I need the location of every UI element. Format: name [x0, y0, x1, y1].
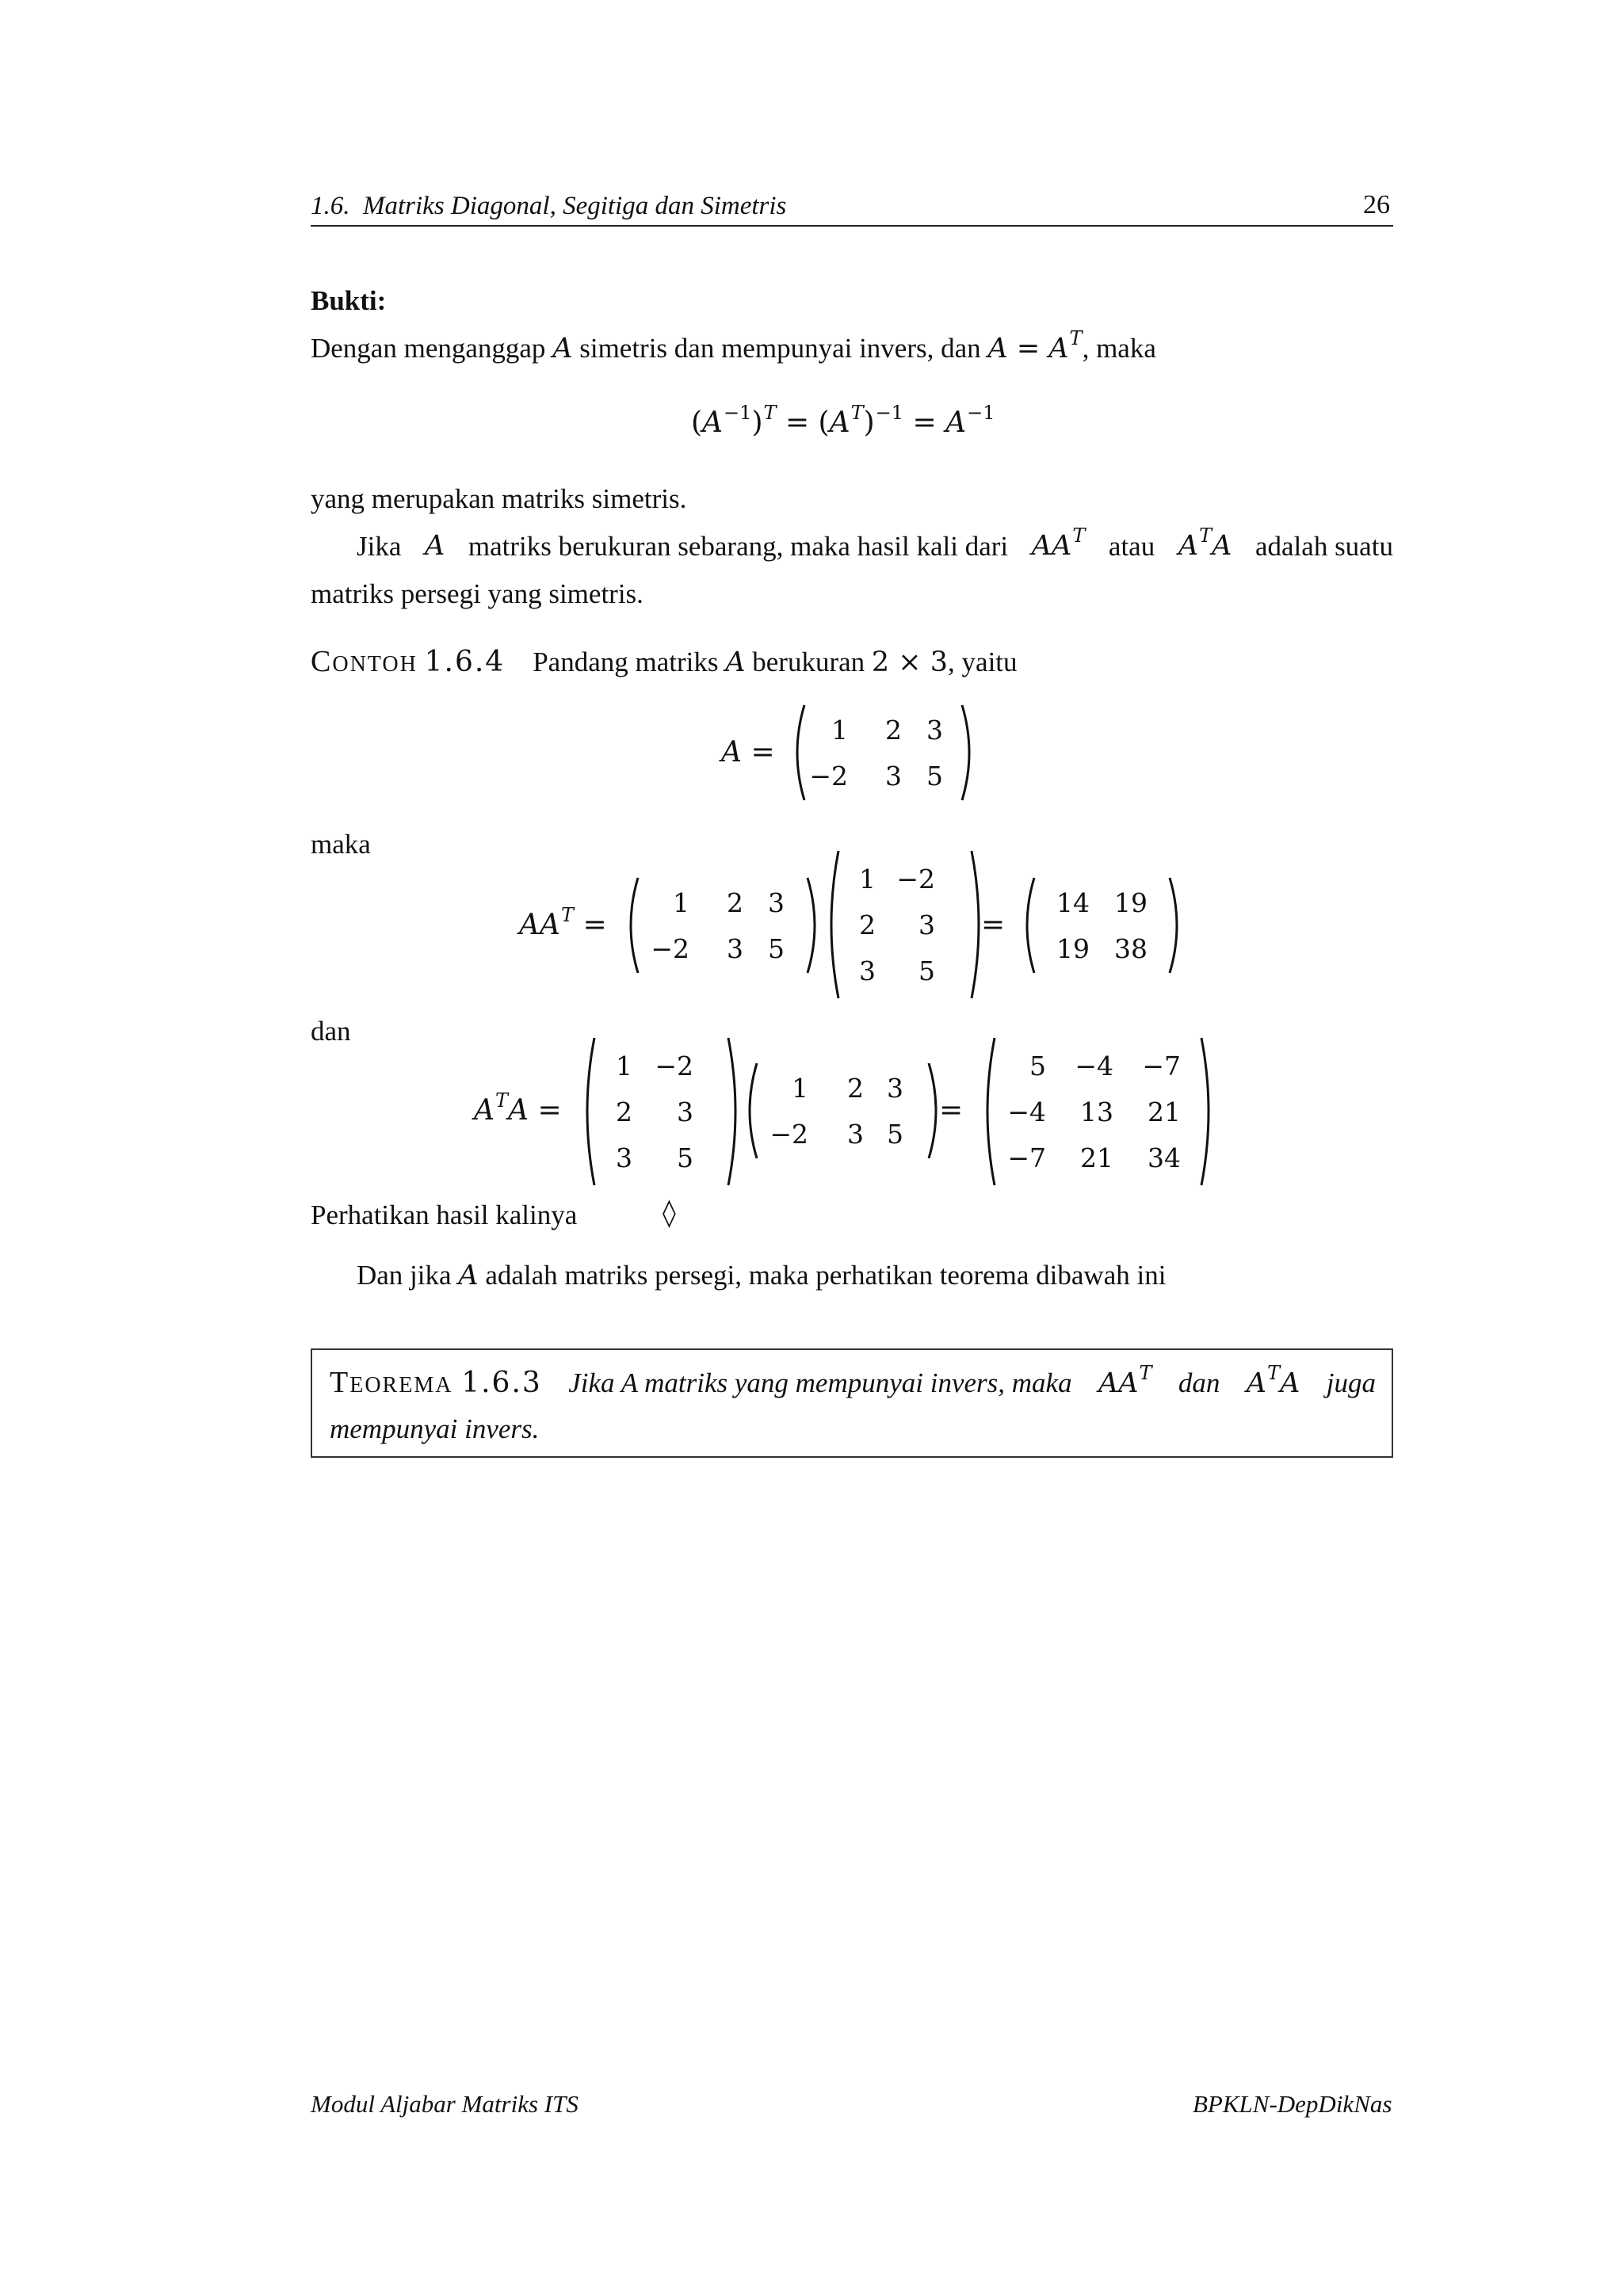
matrix-A-cell: 3	[885, 760, 902, 791]
ATA-middle-matrix-cell: −2	[769, 1118, 808, 1150]
left-paren	[979, 1036, 998, 1187]
para3: Dan jika A adalah matriks persegi, maka perhatikan teorema dibawah ini	[357, 1260, 1167, 1291]
left-paren	[579, 1036, 598, 1187]
footer-left: Modul Aljabar Matriks ITS	[311, 2090, 579, 2118]
ATA-result-matrix-cell: 21	[1148, 1096, 1181, 1127]
left-paren	[823, 849, 842, 1000]
matrix-A-cell: 3	[926, 714, 943, 746]
AAT-right-matrix-cell: 1	[859, 863, 876, 894]
page-number: 26	[1363, 190, 1390, 219]
proof-conclusion: yang merupakan matriks simetris.	[311, 483, 687, 514]
ATA-left-matrix-cell: 1	[616, 1050, 632, 1081]
matrix-A-cell: 2	[885, 714, 902, 746]
left-paren	[741, 1062, 760, 1160]
AAT-right-matrix-cell: 5	[918, 955, 935, 986]
left-paren	[1018, 876, 1037, 974]
left-paren	[789, 704, 808, 802]
AAT-result-matrix-cell: 19	[1114, 887, 1148, 918]
AAT-result-matrix-cell: 14	[1056, 887, 1090, 918]
matrix-A-cell: 1	[831, 714, 848, 746]
ATA-equals: =	[939, 1094, 964, 1127]
theorem-line1: TEOREMA 1.6.3 Jika A matriks yang mempunyai invers, maka $AA^T$ dan $A^TA$ juga	[330, 1362, 1376, 1399]
ATA-left-matrix-cell: 3	[616, 1142, 632, 1173]
label-maka: maka	[311, 829, 371, 860]
ATA-left-matrix-cell: −2	[655, 1050, 693, 1081]
ATA-result-matrix-cell: 5	[1029, 1050, 1046, 1081]
example-heading: CONTOH 1.6.4 Pandang matriks A berukuran 2 × 3, yaitu	[311, 645, 1018, 678]
matrix-A-label: A =	[721, 736, 775, 769]
AAT-left-matrix-cell: 3	[727, 933, 743, 964]
matrix-A-cell: −2	[809, 760, 848, 791]
proof-display-equation: $(A^{-1})^T = (A^T)^{-1} = A^{-1}$	[691, 402, 995, 439]
theorem-label: TEOREMA 1.6.3	[330, 1366, 542, 1399]
ATA-result-matrix-cell: 21	[1080, 1142, 1113, 1173]
AAT-left-matrix-cell: 2	[727, 887, 743, 918]
label-dan: dan	[311, 1016, 351, 1047]
ATA-middle-matrix-cell: 2	[847, 1072, 864, 1104]
matrix-A-cell: 5	[926, 760, 943, 791]
ATA-result-matrix-cell: −7	[1142, 1050, 1181, 1081]
AAT-left-matrix-cell: 3	[768, 887, 785, 918]
ATA-result-matrix-cell: −4	[1075, 1050, 1113, 1081]
AAT-left-matrix-cell: 5	[768, 933, 785, 964]
example-note: Perhatikan hasil kalinya	[311, 1199, 578, 1230]
section-title: Matriks Diagonal, Segitiga dan Simetris	[363, 192, 787, 220]
right-paren	[968, 849, 987, 1000]
proof-line-1: Dengan menganggap A simetris dan mempunyai invers, dan $A = A^T$, maka	[311, 327, 1156, 364]
theorem-line2: mempunyai invers.	[330, 1413, 540, 1444]
AAT-left-matrix-cell: −2	[651, 933, 689, 964]
ATA-middle-matrix-cell: 3	[887, 1072, 903, 1104]
ATA-result-matrix-cell: −7	[1007, 1142, 1046, 1173]
right-paren	[1167, 876, 1186, 974]
AAT-left-matrix-cell: 1	[673, 887, 689, 918]
ATA-middle-matrix-cell: 1	[792, 1072, 808, 1104]
right-paren	[804, 876, 823, 974]
AAT-result-matrix-cell: 19	[1056, 933, 1090, 964]
ATA-lhs: $A^TA$ =	[474, 1089, 562, 1127]
ATA-left-matrix-cell: 5	[677, 1142, 693, 1173]
left-paren	[622, 876, 641, 974]
AAT-right-matrix-cell: 3	[859, 955, 876, 986]
right-paren	[959, 704, 978, 802]
ATA-middle-matrix-cell: 5	[887, 1118, 903, 1150]
AAT-right-matrix-cell: 2	[859, 909, 876, 940]
ATA-result-matrix-cell: 13	[1080, 1096, 1113, 1127]
AAT-result-matrix-cell: 38	[1114, 933, 1148, 964]
example-end-symbol: ◊	[663, 1197, 676, 1229]
section-number: 1.6.	[311, 192, 350, 220]
right-paren	[1198, 1036, 1217, 1187]
AAT-equals: =	[981, 909, 1006, 941]
ATA-result-matrix-cell: −4	[1007, 1096, 1046, 1127]
example-number: 1.6.4	[424, 646, 506, 678]
AAT-lhs: $AA^T$ =	[519, 904, 607, 941]
header-rule	[311, 225, 1393, 227]
right-paren	[926, 1062, 945, 1160]
proof-heading: Bukti:	[311, 285, 387, 316]
para2-line1: Jika A matriks berukuran sebarang, maka hasil kali dari $AA^T$ atau $A^TA$ adalah suatu	[357, 524, 1393, 562]
AAT-right-matrix-cell: 3	[918, 909, 935, 940]
AAT-right-matrix-cell: −2	[896, 863, 935, 894]
ATA-result-matrix-cell: 34	[1148, 1142, 1181, 1173]
ATA-left-matrix-cell: 3	[677, 1096, 693, 1127]
para2-line2: matriks persegi yang simetris.	[311, 578, 643, 609]
running-header-title	[311, 193, 786, 219]
ATA-left-matrix-cell: 2	[616, 1096, 632, 1127]
footer-right: BPKLN-DepDikNas	[1193, 2090, 1392, 2118]
ATA-middle-matrix-cell: 3	[847, 1118, 864, 1150]
